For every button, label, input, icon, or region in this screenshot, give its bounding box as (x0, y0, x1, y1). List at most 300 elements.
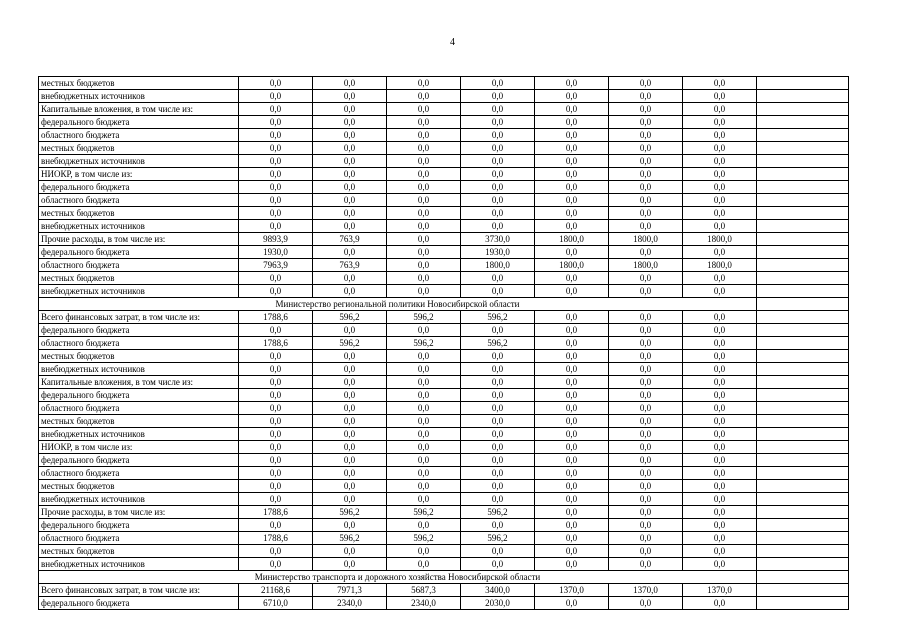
value-cell: 0,0 (535, 415, 609, 428)
table-row (39, 363, 849, 376)
value-cell: 0,0 (239, 272, 313, 285)
value-cell: 0,0 (461, 129, 535, 142)
value-cell: 596,2 (461, 532, 535, 545)
value-cell: 0,0 (683, 597, 757, 610)
value-cell: 2030,0 (461, 597, 535, 610)
empty-cell (757, 116, 849, 129)
value-cell: 0,0 (313, 90, 387, 103)
empty-cell (757, 168, 849, 181)
value-cell: 0,0 (387, 233, 461, 246)
value-cell: 0,0 (239, 363, 313, 376)
row-label: Всего финансовых затрат, в том числе из: (39, 311, 239, 324)
value-cell: 596,2 (387, 311, 461, 324)
value-cell: 0,0 (461, 90, 535, 103)
value-cell: 0,0 (313, 350, 387, 363)
value-cell: 0,0 (609, 220, 683, 233)
table-row (39, 116, 849, 129)
row-label: НИОКР, в том числе из: (39, 168, 239, 181)
value-cell: 0,0 (461, 467, 535, 480)
value-cell: 0,0 (461, 519, 535, 532)
empty-cell (757, 246, 849, 259)
row-label: Прочие расходы, в том числе из: (39, 506, 239, 519)
value-cell: 0,0 (313, 402, 387, 415)
value-cell: 0,0 (239, 350, 313, 363)
value-cell: 0,0 (609, 129, 683, 142)
empty-cell (757, 467, 849, 480)
value-cell: 0,0 (535, 428, 609, 441)
value-cell: 0,0 (313, 207, 387, 220)
value-cell: 0,0 (313, 155, 387, 168)
value-cell: 0,0 (683, 506, 757, 519)
value-cell: 0,0 (535, 389, 609, 402)
empty-cell (757, 324, 849, 337)
value-cell: 0,0 (461, 116, 535, 129)
value-cell: 0,0 (461, 181, 535, 194)
value-cell: 1788,6 (239, 532, 313, 545)
value-cell: 596,2 (461, 311, 535, 324)
empty-cell (757, 389, 849, 402)
value-cell: 0,0 (535, 493, 609, 506)
table-row (39, 207, 849, 220)
empty-cell (757, 532, 849, 545)
row-label: федерального бюджета (39, 324, 239, 337)
value-cell: 2340,0 (387, 597, 461, 610)
value-cell: 0,0 (609, 467, 683, 480)
value-cell: 0,0 (387, 90, 461, 103)
table-row (39, 233, 849, 246)
value-cell: 0,0 (609, 415, 683, 428)
value-cell: 0,0 (387, 272, 461, 285)
row-label: внебюджетных источников (39, 493, 239, 506)
empty-cell (757, 207, 849, 220)
value-cell: 0,0 (387, 376, 461, 389)
value-cell: 0,0 (239, 77, 313, 90)
value-cell: 0,0 (683, 480, 757, 493)
value-cell: 0,0 (239, 129, 313, 142)
table-row (39, 285, 849, 298)
empty-cell (757, 454, 849, 467)
value-cell: 0,0 (683, 441, 757, 454)
value-cell: 0,0 (461, 103, 535, 116)
table-row (39, 454, 849, 467)
table-row (39, 519, 849, 532)
value-cell: 0,0 (535, 506, 609, 519)
value-cell: 0,0 (387, 116, 461, 129)
value-cell: 0,0 (535, 532, 609, 545)
table-body (39, 77, 849, 610)
value-cell: 1800,0 (609, 259, 683, 272)
value-cell: 0,0 (461, 376, 535, 389)
empty-cell (757, 506, 849, 519)
value-cell: 0,0 (683, 155, 757, 168)
value-cell: 0,0 (535, 103, 609, 116)
value-cell: 0,0 (313, 77, 387, 90)
value-cell: 0,0 (609, 402, 683, 415)
value-cell: 0,0 (609, 324, 683, 337)
value-cell: 0,0 (535, 402, 609, 415)
value-cell: 0,0 (609, 142, 683, 155)
value-cell: 0,0 (609, 428, 683, 441)
value-cell: 0,0 (535, 142, 609, 155)
value-cell: 0,0 (387, 558, 461, 571)
table-row (39, 129, 849, 142)
value-cell: 0,0 (461, 194, 535, 207)
value-cell: 0,0 (387, 519, 461, 532)
value-cell: 21168,6 (239, 584, 313, 597)
value-cell: 596,2 (387, 506, 461, 519)
section-title: Министерство региональной политики Новосибирской области (39, 298, 757, 311)
row-label: внебюджетных источников (39, 363, 239, 376)
value-cell: 0,0 (387, 324, 461, 337)
value-cell: 0,0 (461, 220, 535, 233)
value-cell: 0,0 (535, 194, 609, 207)
value-cell: 0,0 (683, 77, 757, 90)
table-row (39, 311, 849, 324)
empty-cell (757, 415, 849, 428)
row-label: местных бюджетов (39, 272, 239, 285)
value-cell: 0,0 (239, 116, 313, 129)
value-cell: 3730,0 (461, 233, 535, 246)
value-cell: 0,0 (387, 155, 461, 168)
value-cell: 0,0 (535, 116, 609, 129)
empty-cell (757, 90, 849, 103)
value-cell: 0,0 (239, 441, 313, 454)
value-cell: 0,0 (683, 90, 757, 103)
value-cell: 596,2 (461, 337, 535, 350)
value-cell: 0,0 (387, 77, 461, 90)
row-label: внебюджетных источников (39, 155, 239, 168)
value-cell: 0,0 (609, 454, 683, 467)
value-cell: 0,0 (313, 142, 387, 155)
value-cell: 0,0 (313, 194, 387, 207)
value-cell: 0,0 (387, 350, 461, 363)
value-cell: 0,0 (683, 376, 757, 389)
table-row (39, 90, 849, 103)
row-label: федерального бюджета (39, 181, 239, 194)
value-cell: 0,0 (609, 480, 683, 493)
value-cell: 0,0 (313, 103, 387, 116)
value-cell: 0,0 (683, 246, 757, 259)
value-cell: 0,0 (609, 532, 683, 545)
value-cell: 0,0 (313, 545, 387, 558)
value-cell: 0,0 (313, 389, 387, 402)
value-cell: 0,0 (239, 428, 313, 441)
value-cell: 0,0 (387, 259, 461, 272)
empty-cell (757, 194, 849, 207)
row-label: внебюджетных источников (39, 285, 239, 298)
row-label: федерального бюджета (39, 454, 239, 467)
value-cell: 0,0 (683, 545, 757, 558)
value-cell: 0,0 (683, 142, 757, 155)
value-cell: 0,0 (461, 207, 535, 220)
table-row (39, 480, 849, 493)
empty-cell (757, 233, 849, 246)
value-cell: 0,0 (461, 545, 535, 558)
value-cell: 596,2 (313, 337, 387, 350)
value-cell: 7971,3 (313, 584, 387, 597)
empty-cell (757, 298, 849, 311)
value-cell: 0,0 (239, 454, 313, 467)
value-cell: 0,0 (683, 519, 757, 532)
value-cell: 0,0 (683, 220, 757, 233)
row-label: местных бюджетов (39, 545, 239, 558)
value-cell: 0,0 (387, 493, 461, 506)
empty-cell (757, 545, 849, 558)
value-cell: 1788,6 (239, 311, 313, 324)
value-cell: 0,0 (535, 129, 609, 142)
value-cell: 1370,0 (683, 584, 757, 597)
row-label: местных бюджетов (39, 350, 239, 363)
value-cell: 0,0 (239, 519, 313, 532)
value-cell: 0,0 (313, 558, 387, 571)
empty-cell (757, 311, 849, 324)
value-cell: 0,0 (313, 324, 387, 337)
empty-cell (757, 376, 849, 389)
value-cell: 0,0 (609, 350, 683, 363)
value-cell: 0,0 (683, 311, 757, 324)
table-row (39, 246, 849, 259)
row-label: Капитальные вложения, в том числе из: (39, 103, 239, 116)
row-label: федерального бюджета (39, 389, 239, 402)
value-cell: 0,0 (535, 168, 609, 181)
value-cell: 0,0 (683, 389, 757, 402)
empty-cell (757, 103, 849, 116)
value-cell: 0,0 (535, 376, 609, 389)
value-cell: 5687,3 (387, 584, 461, 597)
table-row (39, 181, 849, 194)
row-label: Всего финансовых затрат, в том числе из: (39, 584, 239, 597)
value-cell: 0,0 (609, 506, 683, 519)
value-cell: 0,0 (609, 389, 683, 402)
value-cell: 0,0 (387, 194, 461, 207)
value-cell: 0,0 (609, 90, 683, 103)
empty-cell (757, 350, 849, 363)
value-cell: 0,0 (461, 558, 535, 571)
value-cell: 0,0 (609, 246, 683, 259)
empty-cell (757, 519, 849, 532)
row-label: Прочие расходы, в том числе из: (39, 233, 239, 246)
value-cell: 0,0 (461, 77, 535, 90)
value-cell: 0,0 (535, 324, 609, 337)
value-cell: 0,0 (239, 285, 313, 298)
table-row (39, 532, 849, 545)
value-cell: 0,0 (683, 402, 757, 415)
value-cell: 0,0 (387, 246, 461, 259)
table-row (39, 142, 849, 155)
value-cell: 0,0 (387, 129, 461, 142)
value-cell: 1788,6 (239, 337, 313, 350)
empty-cell (757, 259, 849, 272)
value-cell: 0,0 (609, 597, 683, 610)
value-cell: 1370,0 (609, 584, 683, 597)
section-title: Министерство транспорта и дорожного хозяйства Новосибирской области (39, 571, 757, 584)
value-cell: 0,0 (313, 246, 387, 259)
value-cell: 0,0 (461, 272, 535, 285)
empty-cell (757, 428, 849, 441)
empty-cell (757, 155, 849, 168)
value-cell: 2340,0 (313, 597, 387, 610)
value-cell: 1370,0 (535, 584, 609, 597)
empty-cell (757, 220, 849, 233)
value-cell: 0,0 (387, 220, 461, 233)
empty-cell (757, 285, 849, 298)
value-cell: 0,0 (387, 168, 461, 181)
value-cell: 0,0 (683, 324, 757, 337)
empty-cell (757, 129, 849, 142)
table-row (39, 194, 849, 207)
value-cell: 0,0 (387, 363, 461, 376)
value-cell: 0,0 (535, 155, 609, 168)
row-label: Капитальные вложения, в том числе из: (39, 376, 239, 389)
value-cell: 0,0 (683, 116, 757, 129)
value-cell: 0,0 (535, 363, 609, 376)
table-row (39, 389, 849, 402)
value-cell: 0,0 (239, 155, 313, 168)
value-cell: 0,0 (609, 181, 683, 194)
table-row (39, 545, 849, 558)
value-cell: 0,0 (239, 90, 313, 103)
value-cell: 0,0 (313, 441, 387, 454)
value-cell: 0,0 (683, 168, 757, 181)
empty-cell (757, 597, 849, 610)
value-cell: 0,0 (313, 285, 387, 298)
value-cell: 0,0 (535, 285, 609, 298)
value-cell: 596,2 (461, 506, 535, 519)
value-cell: 0,0 (609, 558, 683, 571)
value-cell: 0,0 (535, 454, 609, 467)
row-label: внебюджетных источников (39, 428, 239, 441)
empty-cell (757, 272, 849, 285)
row-label: местных бюджетов (39, 415, 239, 428)
table-row (39, 350, 849, 363)
value-cell: 0,0 (609, 77, 683, 90)
value-cell: 0,0 (239, 168, 313, 181)
value-cell: 0,0 (609, 285, 683, 298)
value-cell: 1800,0 (535, 259, 609, 272)
value-cell: 0,0 (313, 493, 387, 506)
table-row (39, 259, 849, 272)
row-label: местных бюджетов (39, 77, 239, 90)
value-cell: 0,0 (535, 467, 609, 480)
row-label: областного бюджета (39, 467, 239, 480)
value-cell: 0,0 (313, 519, 387, 532)
value-cell: 1800,0 (683, 233, 757, 246)
value-cell: 0,0 (313, 116, 387, 129)
value-cell: 0,0 (461, 324, 535, 337)
value-cell: 0,0 (313, 415, 387, 428)
empty-cell (757, 441, 849, 454)
value-cell: 0,0 (313, 454, 387, 467)
value-cell: 0,0 (387, 285, 461, 298)
table-row (39, 402, 849, 415)
table-row (39, 584, 849, 597)
value-cell: 0,0 (535, 220, 609, 233)
value-cell: 0,0 (313, 168, 387, 181)
table-row (39, 493, 849, 506)
table-row (39, 272, 849, 285)
value-cell: 0,0 (683, 363, 757, 376)
row-label: областного бюджета (39, 129, 239, 142)
value-cell: 0,0 (535, 311, 609, 324)
empty-cell (757, 142, 849, 155)
value-cell: 0,0 (387, 545, 461, 558)
table-row (39, 168, 849, 181)
value-cell: 0,0 (535, 545, 609, 558)
value-cell: 0,0 (313, 480, 387, 493)
value-cell: 0,0 (387, 428, 461, 441)
value-cell: 0,0 (461, 454, 535, 467)
value-cell: 0,0 (239, 324, 313, 337)
value-cell: 0,0 (609, 493, 683, 506)
empty-cell (757, 558, 849, 571)
row-label: местных бюджетов (39, 207, 239, 220)
value-cell: 0,0 (461, 168, 535, 181)
value-cell: 0,0 (239, 402, 313, 415)
value-cell: 0,0 (683, 129, 757, 142)
value-cell: 0,0 (609, 441, 683, 454)
value-cell: 0,0 (609, 207, 683, 220)
table-row (39, 376, 849, 389)
value-cell: 0,0 (461, 155, 535, 168)
value-cell: 0,0 (535, 597, 609, 610)
row-label: федерального бюджета (39, 519, 239, 532)
value-cell: 0,0 (609, 155, 683, 168)
value-cell: 0,0 (683, 285, 757, 298)
value-cell: 0,0 (683, 428, 757, 441)
value-cell: 1930,0 (239, 246, 313, 259)
table-row (39, 77, 849, 90)
value-cell: 0,0 (535, 272, 609, 285)
value-cell: 1800,0 (535, 233, 609, 246)
value-cell: 0,0 (683, 558, 757, 571)
value-cell: 0,0 (461, 428, 535, 441)
value-cell: 6710,0 (239, 597, 313, 610)
value-cell: 0,0 (313, 220, 387, 233)
value-cell: 0,0 (609, 311, 683, 324)
empty-cell (757, 480, 849, 493)
value-cell: 0,0 (239, 480, 313, 493)
value-cell: 0,0 (239, 389, 313, 402)
value-cell: 0,0 (313, 272, 387, 285)
table-row (39, 220, 849, 233)
value-cell: 596,2 (313, 311, 387, 324)
value-cell: 0,0 (461, 285, 535, 298)
value-cell: 0,0 (683, 493, 757, 506)
value-cell: 0,0 (609, 376, 683, 389)
value-cell: 0,0 (239, 493, 313, 506)
row-label: федерального бюджета (39, 116, 239, 129)
value-cell: 0,0 (535, 77, 609, 90)
value-cell: 1800,0 (461, 259, 535, 272)
row-label: внебюджетных источников (39, 90, 239, 103)
empty-cell (757, 77, 849, 90)
table-row (39, 428, 849, 441)
page-number: 4 (450, 37, 455, 48)
value-cell: 0,0 (387, 389, 461, 402)
table-row (39, 415, 849, 428)
value-cell: 0,0 (609, 103, 683, 116)
value-cell: 0,0 (535, 558, 609, 571)
row-label: областного бюджета (39, 532, 239, 545)
table-row (39, 337, 849, 350)
value-cell: 0,0 (239, 103, 313, 116)
table-row (39, 467, 849, 480)
value-cell: 0,0 (387, 467, 461, 480)
value-cell: 0,0 (535, 181, 609, 194)
value-cell: 763,9 (313, 233, 387, 246)
row-label: областного бюджета (39, 337, 239, 350)
value-cell: 0,0 (683, 454, 757, 467)
